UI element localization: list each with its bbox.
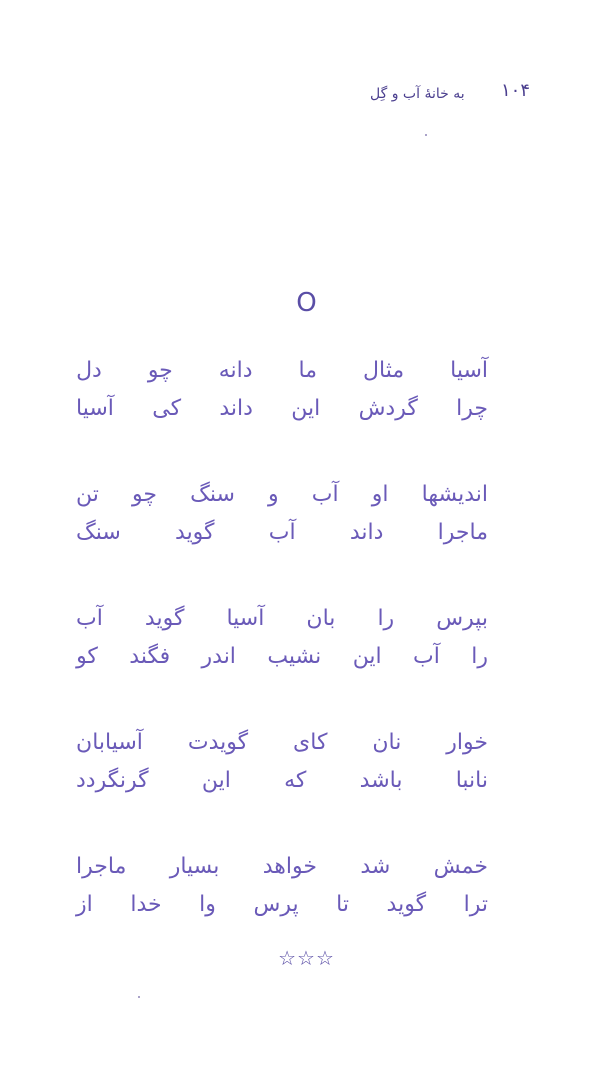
verse-word: آب bbox=[413, 644, 440, 669]
verse-word: ما bbox=[298, 358, 318, 383]
verse-word: آسیا bbox=[226, 606, 265, 631]
verse-word: دل bbox=[76, 358, 102, 383]
verse-word: این bbox=[352, 644, 382, 669]
verse-word: آب bbox=[311, 482, 339, 507]
verse-word: گویدت bbox=[187, 730, 249, 755]
verse-line bbox=[76, 848, 488, 886]
verse-word: سنگ bbox=[76, 520, 121, 545]
scan-speck bbox=[138, 996, 140, 998]
verse-word: مثال bbox=[363, 358, 405, 383]
verse-word: او bbox=[371, 482, 389, 507]
verse-word: خمش bbox=[433, 854, 488, 879]
verse-word: پرس bbox=[253, 892, 299, 917]
verse-word: داند bbox=[349, 520, 384, 545]
verse-word: چو bbox=[147, 358, 173, 383]
verse-word: چرا bbox=[456, 396, 488, 421]
verse-word: تا bbox=[336, 892, 349, 917]
stanza bbox=[76, 352, 488, 428]
verse-word: آسیابان bbox=[76, 730, 143, 755]
verse-word: نشیب bbox=[267, 644, 322, 669]
verse-word: آسیا bbox=[76, 396, 114, 421]
verse-word: خدا bbox=[130, 892, 162, 917]
verse-line bbox=[76, 724, 488, 762]
verse-word: از bbox=[76, 892, 93, 917]
verse-word: آب bbox=[76, 606, 103, 631]
verse-word: کای bbox=[293, 730, 328, 755]
page-number: ۱۰۴ bbox=[500, 80, 530, 101]
verse-word: ماجرا bbox=[437, 520, 488, 545]
verse-word: دانه bbox=[218, 358, 253, 383]
verse-line bbox=[76, 886, 488, 924]
verse-word: آب bbox=[268, 520, 296, 545]
verse-word: و bbox=[268, 482, 279, 507]
verse-word: کو bbox=[76, 644, 98, 669]
verse-word: گوید bbox=[175, 520, 215, 545]
verse-line bbox=[76, 514, 488, 552]
poem-body bbox=[76, 352, 488, 924]
verse-word: را bbox=[471, 644, 488, 669]
verse-word: داند bbox=[219, 396, 253, 421]
verse-line bbox=[76, 600, 488, 638]
verse-line bbox=[76, 476, 488, 514]
scan-speck bbox=[425, 134, 427, 136]
verse-word: گرنگردد bbox=[76, 768, 149, 793]
verse-word: که bbox=[284, 768, 307, 793]
running-title: به خانهٔ آب و گِل bbox=[370, 86, 465, 102]
verse-line bbox=[76, 390, 488, 428]
verse-word: فگند bbox=[129, 644, 171, 669]
verse-word: تن bbox=[76, 482, 99, 507]
verse-word: آسیا bbox=[450, 358, 488, 383]
verse-word: این bbox=[201, 768, 231, 793]
verse-word: این bbox=[291, 396, 321, 421]
verse-word: چو bbox=[132, 482, 158, 507]
verse-line bbox=[76, 352, 488, 390]
verse-word: گوید bbox=[386, 892, 427, 917]
verse-word: بپرس bbox=[436, 606, 488, 631]
verse-word: ماجرا bbox=[76, 854, 127, 879]
verse-word: گوید bbox=[144, 606, 185, 631]
verse-word: گردش bbox=[358, 396, 418, 421]
verse-word: بسیار bbox=[169, 854, 220, 879]
verse-word: نانبا bbox=[455, 768, 488, 793]
verse-word: باشد bbox=[359, 768, 403, 793]
verse-word: نان bbox=[372, 730, 402, 755]
verse-word: خوار bbox=[446, 730, 488, 755]
verse-word: بان bbox=[306, 606, 336, 631]
verse-word: وا bbox=[199, 892, 216, 917]
verse-line bbox=[76, 762, 488, 800]
section-marker: O bbox=[296, 288, 317, 318]
verse-word: اندر bbox=[201, 644, 236, 669]
verse-line bbox=[76, 638, 488, 676]
verse-word: سنگ bbox=[190, 482, 235, 507]
stanza bbox=[76, 848, 488, 924]
verse-word: شد bbox=[360, 854, 391, 879]
verse-word: کی bbox=[152, 396, 182, 421]
verse-word: اندیشها bbox=[421, 482, 488, 507]
stanza-end-stars: ☆☆☆ bbox=[278, 946, 335, 970]
stanza bbox=[76, 724, 488, 800]
verse-word: را bbox=[377, 606, 395, 631]
stanza bbox=[76, 476, 488, 552]
verse-word: ترا bbox=[463, 892, 488, 917]
stanza bbox=[76, 600, 488, 676]
verse-word: خواهد bbox=[262, 854, 317, 879]
page-header bbox=[370, 80, 530, 110]
